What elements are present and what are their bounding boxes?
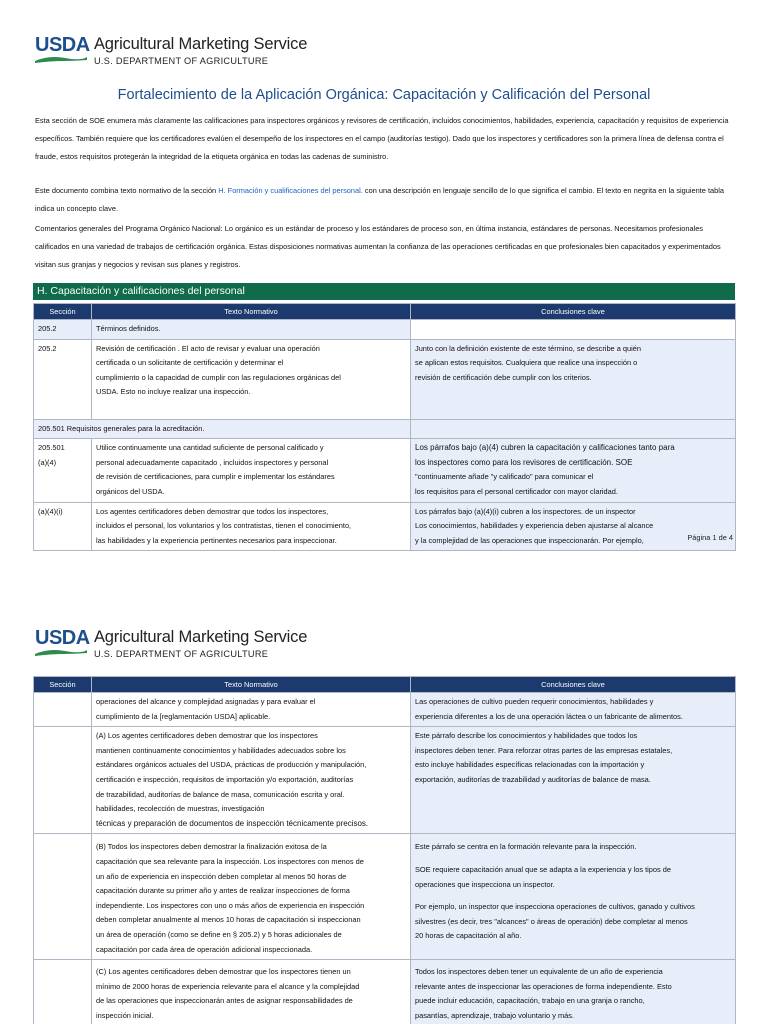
table-row — [34, 439, 736, 502]
cell-text: Revisión de certificación . El acto de revisar y evaluar una operación certificada o un solicitante de certificación y determinar el cumplimiento o la capacidad de cumplir con las regulaciones orgánicas del USDA. Esto no incluye realizar una inspección. — [92, 339, 411, 419]
cell-key: Todos los inspectores deben tener un equivalente de un año de experiencia relevante antes de inspeccionar las operaciones de forma independiente. Esto puede incluir educación, capacitación, trabajo en una granja o rancho, pasantías, aprendizaje, trabajo voluntario y más. — [411, 960, 736, 1024]
document-page-2 — [0, 618, 768, 1024]
cell-key: Este párrafo describe los conocimientos y habilidades que todos los inspectores deben tener. Para reforzar otras partes de las empresas estatales, esto incluye habilidades específicas relacionadas con la importación y exportación, auditorías de trazabilidad y auditorías de balance de masa. — [411, 727, 736, 834]
cell-key: Los párrafos bajo (a)(4)(i) cubren a los inspectores. de un inspector Los conocimientos, habilidades y experiencia deben ajustarse al alcance y la complejidad de las operaciones que inspeccionarán. Por ejemplo, — [411, 502, 736, 551]
table-header-row — [34, 677, 736, 693]
usda-logo — [35, 34, 90, 65]
cell-key: Junto con la definición existente de este término, se describe a quién se aplican estos requisitos. Cualquiera que realice una inspección o revisión de certificación debe cumplir con los criterios. — [411, 339, 736, 419]
comments-paragraph: Comentarios generales del Programa Orgánico Nacional: Lo orgánico es un estándar de proceso y los estándares de proceso son, en última instancia, estándares de personas. Necesitamos profesionales calificados en una variedad de trabajos de certificación orgánica. Estas disposiciones normativas aumentan la confianza de las operaciones certificadas en que profesionales bien capacitados y experimentados visitan sus granjas y negocios y revisan sus planes y registros. — [35, 224, 721, 269]
department-name: U.S. DEPARTMENT OF AGRICULTURE — [94, 56, 269, 66]
table-row — [34, 727, 736, 834]
cell-text: (C) Los agentes certificadores deben demostrar que los inspectores tienen un mínimo de 2000 horas de experiencia relevante para el alcance y la complejidad de las operaciones que inspeccionarán antes de asignar responsabilidades de inspección inicial. — [92, 960, 411, 1024]
col-header-seccion: Sección — [34, 677, 92, 693]
section-h-link[interactable]: H. Formación y cualificaciones del personal. — [218, 186, 363, 195]
usda-swoosh-icon — [35, 648, 87, 657]
col-header-texto: Texto Normativo — [92, 677, 411, 693]
cell-section — [34, 727, 92, 834]
cell-text: Utilice continuamente una cantidad suficiente de personal calificado y personal adecuadamente capacitado , incluidos inspectores y personal de revisión de certificaciones, para cumplir e implementar los estándares orgánicos del USDA. — [92, 439, 411, 502]
cell-text: operaciones del alcance y complejidad asignadas y para evaluar el cumplimiento de la [reglamentación USDA] aplicable. — [92, 693, 411, 727]
cell-section: (a)(4)(i) — [34, 502, 92, 551]
col-header-seccion: Sección — [34, 304, 92, 320]
table-header-row — [34, 304, 736, 320]
col-header-texto: Texto Normativo — [92, 304, 411, 320]
table-row — [34, 960, 736, 1024]
usda-header — [35, 35, 307, 69]
cell-section — [34, 834, 92, 960]
page-number: Página 1 de 4 — [687, 533, 733, 542]
cell-section-heading: 205.501 Requisitos generales para la acreditación. — [34, 419, 411, 439]
regulation-table-page-2 — [33, 676, 736, 1024]
table-row — [34, 693, 736, 727]
cell-key: Las operaciones de cultivo pueden requerir conocimientos, habilidades y experiencia diferentes a los de una operación láctea o un fabricante de alimentos. — [411, 693, 736, 727]
cell-key — [411, 419, 736, 439]
cell-section — [34, 960, 92, 1024]
table-row — [34, 419, 736, 439]
cell-text: Términos definidos. — [92, 320, 411, 340]
cell-text: (A) Los agentes certificadores deben demostrar que los inspectores mantienen continuamente conocimientos y habilidades adecuados sobre los estándares orgánicos actuales del USDA, prácticas de producción y manipulación, certificación e inspección, requisitos de importación y/o exportación, auditorías de trazabilidad, auditorías de balance de masa, comunicación escrita y oral. habilidades, recolección de muestras, investigación técnicas y preparación de documentos de inspección técnicamente precisos. — [92, 727, 411, 834]
regulation-table-page-1 — [33, 303, 736, 551]
cell-section: 205.2 — [34, 320, 92, 340]
intro-paragraph: Esta sección de SOE enumera más claramente las calificaciones para inspectores orgánicos y revisores de certificación, incluidos conocimientos, habilidades, experiencia, capacitación y requisitos de experiencia específicos. También requiere que los certificadores evalúen el desempeño de los inspectores en el campo (auditorías testigo). Dado que los inspectores y certificadores son la primera línea de defensa contra el fraude, estos requisitos protegerán la integridad de la etiqueta orgánica en todas las cadenas de suministro. — [35, 116, 729, 161]
table-row — [34, 339, 736, 419]
agency-name: Agricultural Marketing Service — [94, 628, 308, 646]
table-row — [34, 502, 736, 551]
department-name: U.S. DEPARTMENT OF AGRICULTURE — [94, 649, 269, 659]
page-gap — [0, 560, 768, 618]
usda-logo-text: USDA — [35, 34, 90, 56]
table-row — [34, 834, 736, 960]
cell-section: 205.501 (a)(4) — [34, 439, 92, 502]
cell-section: 205.2 — [34, 339, 92, 419]
cell-key — [411, 320, 736, 340]
cell-key: Los párrafos bajo (a)(4) cubren la capacitación y calificaciones tanto para los inspectores como para los revisores de certificación. SOE "continuamente añade "y calificado" para comunicar el los requisitos para el personal certificador con mayor claridad. — [411, 439, 736, 502]
col-header-conclusiones: Conclusiones clave — [411, 677, 736, 693]
usda-header — [35, 628, 307, 662]
cell-key: Este párrafo se centra en la formación relevante para la inspección. SOE requiere capacitación anual que se adapta a la experiencia y los tipos de operaciones que inspecciona un inspector. Por ejemplo, un inspector que inspecciona operaciones de cultivos, ganado y cultivos silvestres (es decir, tres "alcances" o áreas de operación) debe completar al menos 20 horas de capacitación al año. — [411, 834, 736, 960]
document-title: Fortalecimiento de la Aplicación Orgánica: Capacitación y Calificación del Personal — [117, 87, 651, 103]
usda-logo-text: USDA — [35, 627, 90, 649]
cell-section — [34, 693, 92, 727]
cell-text: Los agentes certificadores deben demostrar que todos los inspectores, incluidos el personal, los voluntarios y los contratistas, tienen el conocimiento, las habilidades y la experiencia pertinentes necesarios para inspeccionar. — [92, 502, 411, 551]
document-note-paragraph: Este documento combina texto normativo de la sección H. Formación y cualificaciones del personal. con una descripción en lenguaje sencillo de lo que significa el cambio. El texto en negrita en la siguiente tabla indica un concepto clave. — [35, 186, 724, 213]
usda-swoosh-icon — [35, 55, 87, 64]
cell-text: (B) Todos los inspectores deben demostrar la finalización exitosa de la capacitación que sea relevante para la inspección. Los inspectores con menos de un año de experiencia en inspección deben completar al menos 50 horas de capacitación durante su primer año y antes de realizar inspecciones de forma independiente. Los inspectores con uno o más años de experiencia en inspección deben completar anualmente al menos 10 horas de capacitación si inspeccionan un área de operación (como se define en § 205.2) y 5 horas adicionales de capacitación por cada área de operación adicional inspeccionada. — [92, 834, 411, 960]
table-row — [34, 320, 736, 340]
agency-name: Agricultural Marketing Service — [94, 35, 308, 53]
col-header-conclusiones: Conclusiones clave — [411, 304, 736, 320]
section-bar: H. Capacitación y calificaciones del personal — [33, 283, 735, 300]
usda-logo — [35, 627, 90, 658]
